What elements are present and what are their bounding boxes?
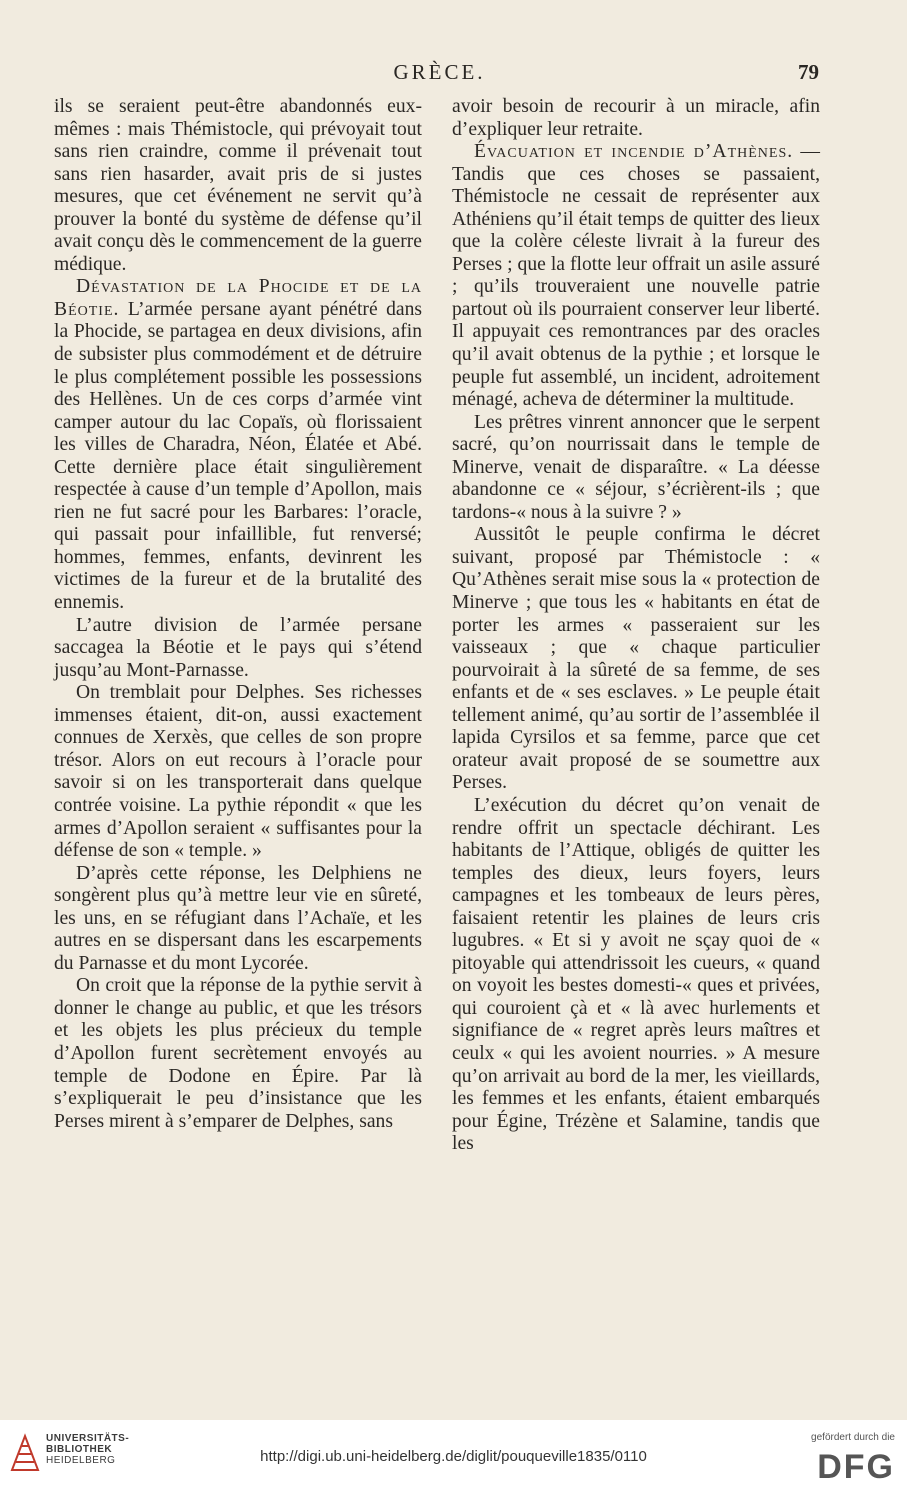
permalink-url[interactable]: http://digi.ub.uni-heidelberg.de/diglit/pouqueville1835/0110 — [260, 1448, 647, 1465]
viewer-footer — [0, 1420, 907, 1495]
paragraph: ils se seraient peut-être abandonnés eux-mêmes : mais Thémistocle, qui prévoyait tout sans rien craindre, comme il prévenait tout sans rien hasarder, avait pris de si justes mesures, que cet événement ne servit qu’à prouver la bonté du système de défense qu’il avait conçu dès le commencement de la guerre médique. — [54, 96, 422, 275]
paragraph-text: — Tandis que ces choses se passaient, Thémistocle ne cessait de représenter aux Athéniens qu’il était temps de quitter des lieux que la colère céleste livrait à la fureur des Perses ; que la flotte leur offrait un asile assuré ; qu’ils trouveraient une nouvelle patrie partout où ils pourraient conserver leur liberté. Il appuyait ces remontrances par des oracles qu’il avait obtenus de la pythie ; et lorsque le peuple fut assemblé, un incident, adroitement ménagé, acheva de déterminer la multitude. — [452, 141, 820, 411]
section-paragraph — [452, 141, 820, 412]
library-name-line: HEIDELBERG — [46, 1455, 116, 1466]
section-heading: Évacuation et incendie d’Athènes. — [474, 141, 794, 163]
paragraph: Aussitôt le peuple confirma le décret suivant, proposé par Thémistocle : « Qu’Athènes serait mise sous la « protection de Minerve ; que tous les « habitants en état de porter les armes « passeraient sur les vaisseaux ; que « chaque particulier pourvoirait à la sûreté de sa femme, de ses enfants et de « ses esclaves. » Le peuple était tellement animé, qu’au sortir de l’assemblée il lapida Cyrsilos et sa femme, parce que cet orateur avait proposé de se soumettre aux Perses. — [452, 524, 820, 794]
paragraph: L’autre division de l’armée persane saccagea la Béotie et le pays qui s’étend jusqu’au Mont-Parnasse. — [54, 614, 422, 681]
paragraph: D’après cette réponse, les Delphiens ne songèrent plus qu’à mettre leur vie en sûreté, les uns, en se réfugiant dans l’Achaïe, et les autres en se dispersant dans les escarpements du Parnasse et du mont Lycorée. — [54, 862, 422, 974]
funding-caption: gefördert durch die — [811, 1432, 895, 1443]
right-column — [452, 96, 820, 1156]
page-number: 79 — [798, 60, 819, 84]
paragraph: avoir besoin de recourir à un miracle, afin d’expliquer leur retraite. — [452, 96, 820, 140]
dfg-logo-icon: DFG — [817, 1448, 895, 1486]
section-heading: Dévastation de la Phocide et de la Béotie. — [54, 276, 422, 320]
running-head — [60, 58, 819, 88]
paragraph: L’exécution du décret qu’on venait de rendre offrit un spectacle déchirant. Les habitants de l’Attique, obligés de quitter les temples des dieux, leurs foyers, leurs campagnes et les tombeaux de leurs pères, faisaient retentir les plaines de leurs cris lugubres. « Et si y avoit ne sçay quoi de « pitoyable qui attendrissoit les cueurs, « quand on voyoit les bestes domesti-« ques et privées, qui couroient çà et « là avec hurlements et signifiance de « regret après leurs maîtres et ceulx « qui les avoient nourries. » A mesure qu’on arrivait au bord de la mer, les vieillards, les femmes et les enfants, étaient embarqués pour Égine, Trézène et Salamine, tandis que les — [452, 794, 820, 1155]
section-paragraph — [54, 276, 422, 614]
library-name-line: UNIVERSITÄTS- — [46, 1433, 130, 1444]
paragraph: On croit que la réponse de la pythie servit à donner le change au public, et que les trésors et les objets les plus précieux du temple d’Apollon furent secrètement envoyés au temple de Dodone en Épire. Par là s’expliquerait le peu d’insistance que les Perses mirent à s’emparer de Delphes, sans — [54, 975, 422, 1132]
paragraph: On tremblait pour Delphes. Ses richesses immenses étaient, dit-on, aussi exactement connues de Xerxès, que celles de son propre trésor. Alors on eut recours à l’oracle pour savoir si on les transporterait dans quelque contrée voisine. La pythie répondit « que les armes d’Apollon seraient « suffisantes pour la défense de son « temple. » — [54, 682, 422, 862]
left-column — [54, 96, 422, 1133]
library-name-line: BIBLIOTHEK — [46, 1444, 113, 1455]
paragraph-text: L’armée persane ayant pénétré dans la Phocide, se partagea en deux divisions, afin de subsister plus commodément et de détruire le plus complétement possible les possessions des Hellènes. Un de ces corps d’armée vint camper autour du lac Copaïs, où florissaient les villes de Charadra, Néon, Élatée et Abé. Cette dernière place était singulièrement respectée à cause d’un temple d’Apollon, mais rien ne fut sacré pour les Barbares: l’oracle, qui passait pour infaillible, fut renversé; hommes, femmes, enfants, devinrent les victimes de la fureur et de la brutalité des ennemis. — [54, 298, 422, 614]
page-title: GRÈCE. — [393, 60, 486, 84]
paragraph: Les prêtres vinrent annoncer que le serpent sacré, qu’on nourrissait dans le temple de Minerve, venait de disparaître. « La déesse abandonne ce « séjour, s’écrièrent-ils ; que tardons-« nous à la suivre ? » — [452, 411, 820, 523]
